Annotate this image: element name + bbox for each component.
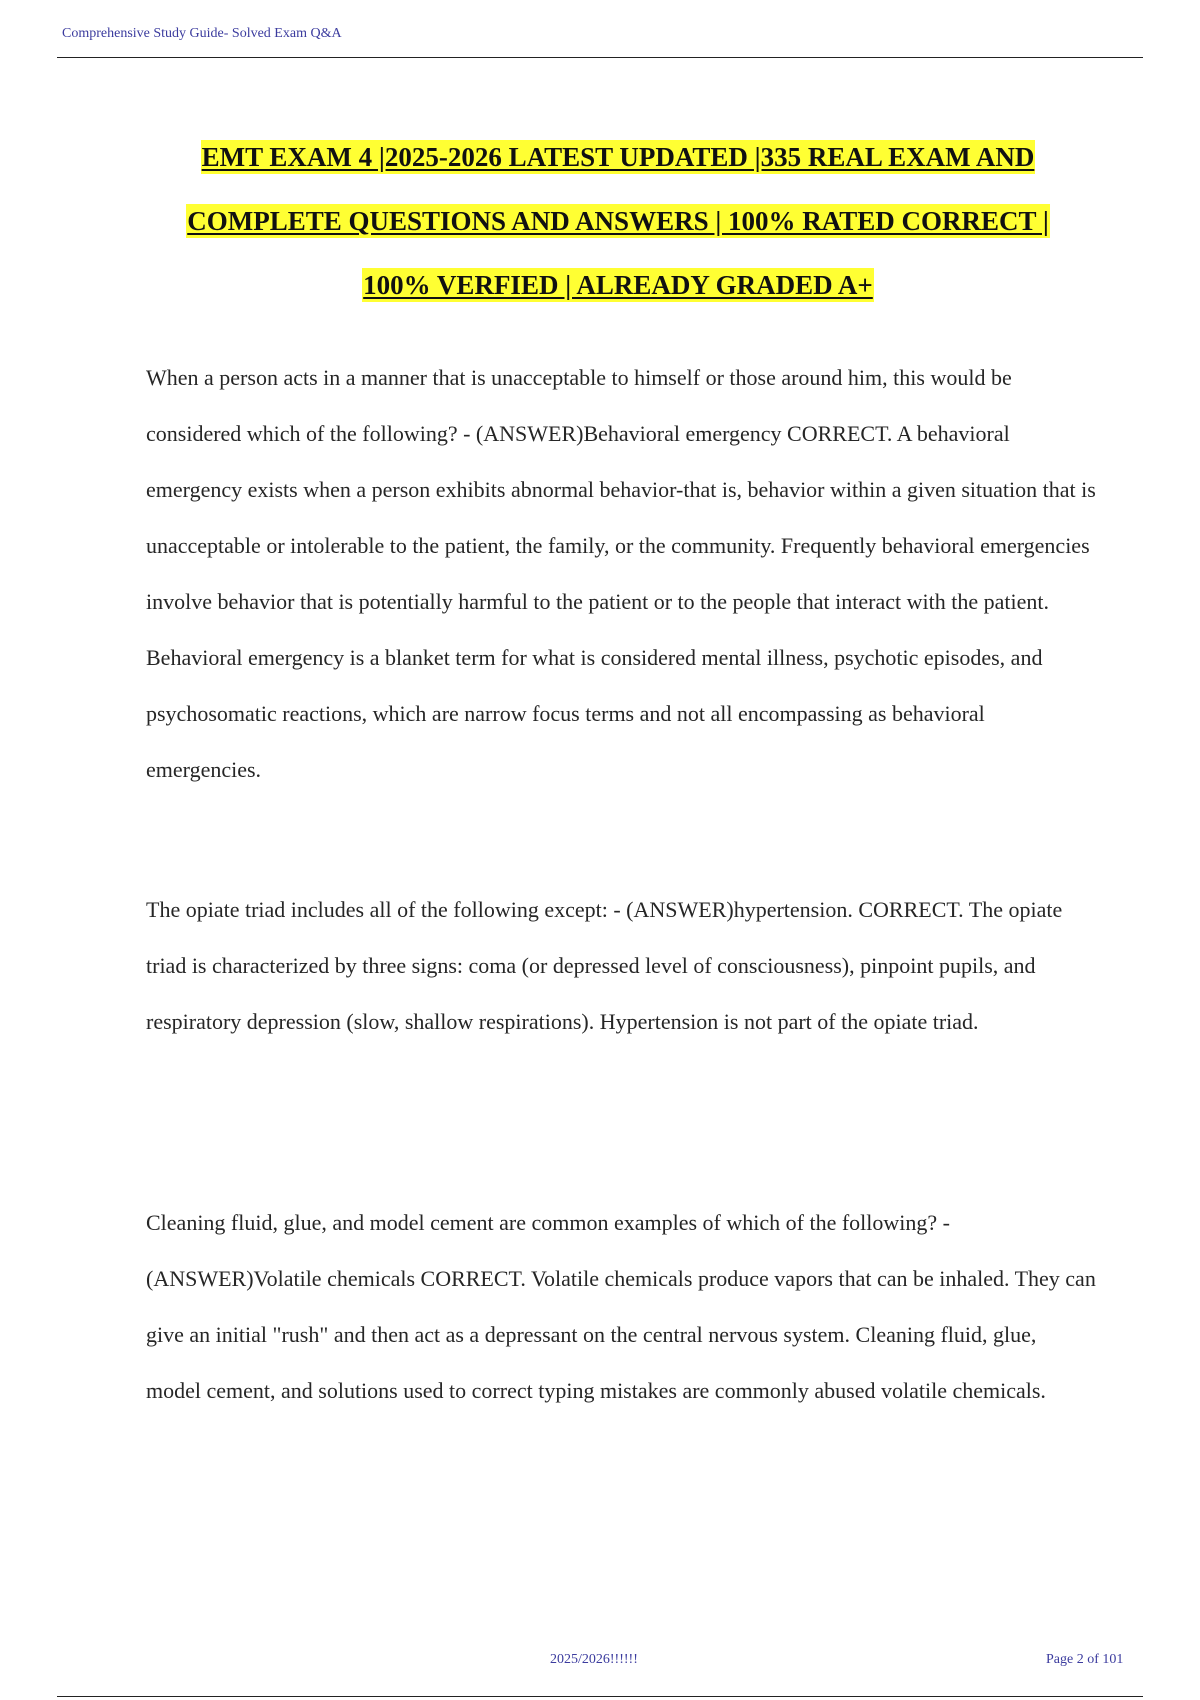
footer-divider <box>57 1696 1143 1697</box>
document-header: Comprehensive Study Guide- Solved Exam Q&A <box>62 26 342 41</box>
document-title <box>0 140 1200 332</box>
qa-paragraph: Cleaning fluid, glue, and model cement are common examples of which of the following? - (ANSWER)Volatile chemicals CORRECT. Volatile chemicals produce vapors that can be inhaled. They can give an initial "rush" and then act as a depressant on the central nervous system. Cleaning fluid, glue, model cement, and solutions used to correct typing mistakes are commonly abused volatile chemicals. <box>146 1210 1096 1403</box>
title-line-1: EMT EXAM 4 |2025-2026 LATEST UPDATED |335 REAL EXAM AND <box>201 142 1035 172</box>
footer-year: 2025/2026!!!!!! <box>550 1652 638 1667</box>
qa-block-3 <box>146 1195 1096 1419</box>
title-line-2: COMPLETE QUESTIONS AND ANSWERS | 100% RATED CORRECT | <box>187 206 1049 236</box>
qa-paragraph: The opiate triad includes all of the following except: - (ANSWER)hypertension. CORRECT. The opiate triad is characterized by three signs: coma (or depressed level of consciousness), pinpoint pupils, and respiratory depression (slow, shallow respirations). Hypertension is not part of the opiate triad. <box>146 897 1063 1034</box>
page-number: Page 2 of 101 <box>1046 1652 1124 1667</box>
title-line-3: 100% VERFIED | ALREADY GRADED A+ <box>363 270 873 300</box>
qa-block-2 <box>146 882 1096 1050</box>
header-divider <box>57 57 1143 58</box>
qa-paragraph: When a person acts in a manner that is unacceptable to himself or those around him, this would be considered which of the following? - (ANSWER)Behavioral emergency CORRECT. A behavioral emergency exists when a person exhibits abnormal behavior-that is, behavior within a given situation that is unacceptable or intolerable to the patient, the family, or the community. Frequently behavioral emergencies involve behavior that is potentially harmful to the patient or to the people that interact with the patient. Behavioral emergency is a blanket term for what is considered mental illness, psychotic episodes, and psychosomatic reactions, which are narrow focus terms and not all encompassing as behavioral emergencies. <box>146 365 1096 782</box>
qa-block-1 <box>146 350 1096 798</box>
